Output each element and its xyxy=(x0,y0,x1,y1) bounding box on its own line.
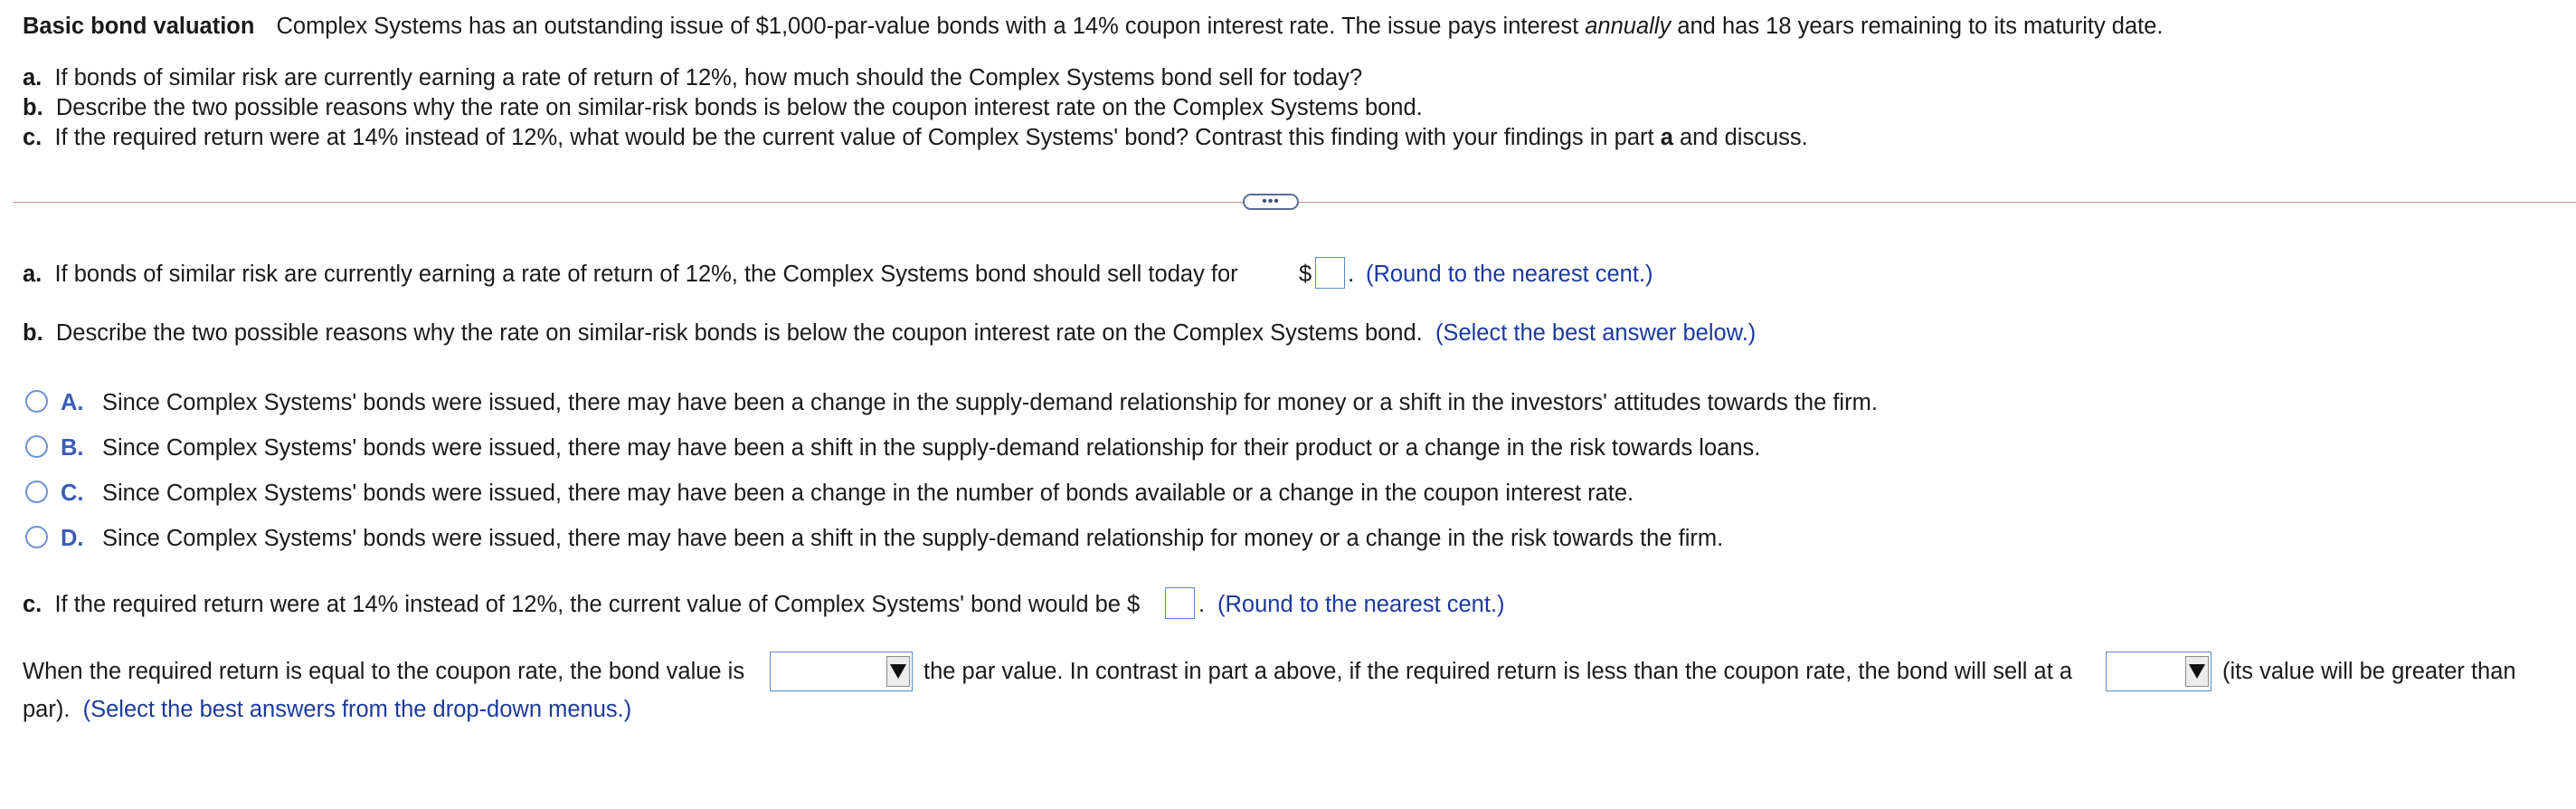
problem-title: Basic bond valuation xyxy=(23,14,255,39)
answer-b-hint: (Select the best answer below.) xyxy=(1435,320,1757,346)
answer-c-label: c. xyxy=(23,592,43,617)
answer-b-prompt xyxy=(23,318,1756,348)
answer-c-line-2 xyxy=(23,694,631,725)
option-a-radio[interactable] xyxy=(25,390,48,413)
question-b-label: b. xyxy=(23,95,43,120)
answer-a-text: If bonds of similar risk are currently earning a rate of return of 12%, the Complex Systems bond should sell today for xyxy=(54,262,1238,287)
option-b-letter: B. xyxy=(61,435,84,461)
answer-c-sentence-3: (its value will be greater than xyxy=(2222,659,2516,684)
option-d-text: Since Complex Systems' bonds were issued, there may have been a shift in the supply-demand relationship for money or a change in the risk towards the firm. xyxy=(102,526,1724,551)
answer-a-period: . xyxy=(1348,262,1355,287)
problem-statement xyxy=(23,11,2164,42)
answer-b-label: b. xyxy=(23,320,43,346)
question-a xyxy=(23,62,1362,93)
question-c-text-1: If the required return were at 14% instead of 12%, what would be the current value of Complex Systems' bond? Contrast this finding with your findings in part xyxy=(54,125,1661,150)
dropdown-1[interactable] xyxy=(770,652,913,691)
answer-a-prompt xyxy=(23,259,1238,290)
question-a-label: a. xyxy=(23,65,43,90)
question-c-text-2: and discuss. xyxy=(1672,125,1808,150)
option-a-text: Since Complex Systems' bonds were issued, there may have been a change in the supply-demand relationship for money or a shift in the investors' attitudes towards the firm. xyxy=(102,390,1878,415)
answer-c-period: . xyxy=(1198,592,1206,617)
question-b xyxy=(23,92,1423,123)
answer-c-sentence-1: When the required return is equal to the coupon rate, the bond value is xyxy=(23,659,745,684)
question-c-bold: a xyxy=(1660,125,1673,150)
answer-a-label: a. xyxy=(23,262,43,287)
answer-c-input[interactable] xyxy=(1165,587,1195,619)
dropdown-2[interactable] xyxy=(2106,652,2211,691)
answer-b-text: Describe the two possible reasons why the rate on similar-risk bonds is below the coupon interest rate on the Complex Systems bond. xyxy=(55,320,1423,346)
option-c-letter: C. xyxy=(61,481,84,506)
more-dots-icon: ••• xyxy=(1262,194,1280,209)
answer-a-hint: (Round to the nearest cent.) xyxy=(1366,262,1653,287)
answer-c-sentence-4: par). xyxy=(23,697,71,722)
answer-c-text: If the required return were at 14% instead of 12%, the current value of Complex Systems' bond would be $ xyxy=(54,592,1141,617)
option-c-radio[interactable] xyxy=(25,481,48,503)
option-a-letter: A. xyxy=(61,390,84,415)
dropdown-2-arrow-icon[interactable] xyxy=(2185,656,2209,687)
problem-intro-italic: annually xyxy=(1585,14,1672,39)
answer-c-prompt xyxy=(23,589,1140,620)
answer-c-sentence-2: the par value. In contrast in part a above, if the required return is less than the coupon rate, the bond will sell at a xyxy=(923,659,2073,684)
option-b-text: Since Complex Systems' bonds were issued, there may have been a shift in the supply-demand relationship for their product or a change in the risk towards loans. xyxy=(102,435,1761,461)
option-c-text: Since Complex Systems' bonds were issued, there may have been a change in the number of bonds available or a change in the coupon interest rate. xyxy=(102,481,1634,506)
option-d-letter: D. xyxy=(61,526,84,551)
question-a-text: If bonds of similar risk are currently earning a rate of return of 12%, how much should the Complex Systems bond sell for today? xyxy=(54,65,1363,90)
option-b-radio[interactable] xyxy=(25,435,48,458)
answer-c-hint-2: (Select the best answers from the drop-down menus.) xyxy=(82,697,632,722)
expand-more-button[interactable] xyxy=(1243,194,1299,210)
question-b-text: Describe the two possible reasons why the rate on similar-risk bonds is below the coupon interest rate on the Complex Systems bond. xyxy=(55,95,1423,120)
problem-intro-2: and has 18 years remaining to its maturity date. xyxy=(1671,14,2164,39)
question-c xyxy=(23,122,1808,153)
answer-c-hint: (Round to the nearest cent.) xyxy=(1217,592,1505,617)
dropdown-1-arrow-icon[interactable] xyxy=(886,656,910,687)
answer-a-currency: $ xyxy=(1299,262,1312,287)
answer-a-input[interactable] xyxy=(1315,257,1345,289)
question-c-label: c. xyxy=(23,125,43,150)
option-d-radio[interactable] xyxy=(25,526,48,548)
problem-intro-1: Complex Systems has an outstanding issue of $1,000-par-value bonds with a 14% coupon interest rate. The issue pays interest xyxy=(276,14,1586,39)
